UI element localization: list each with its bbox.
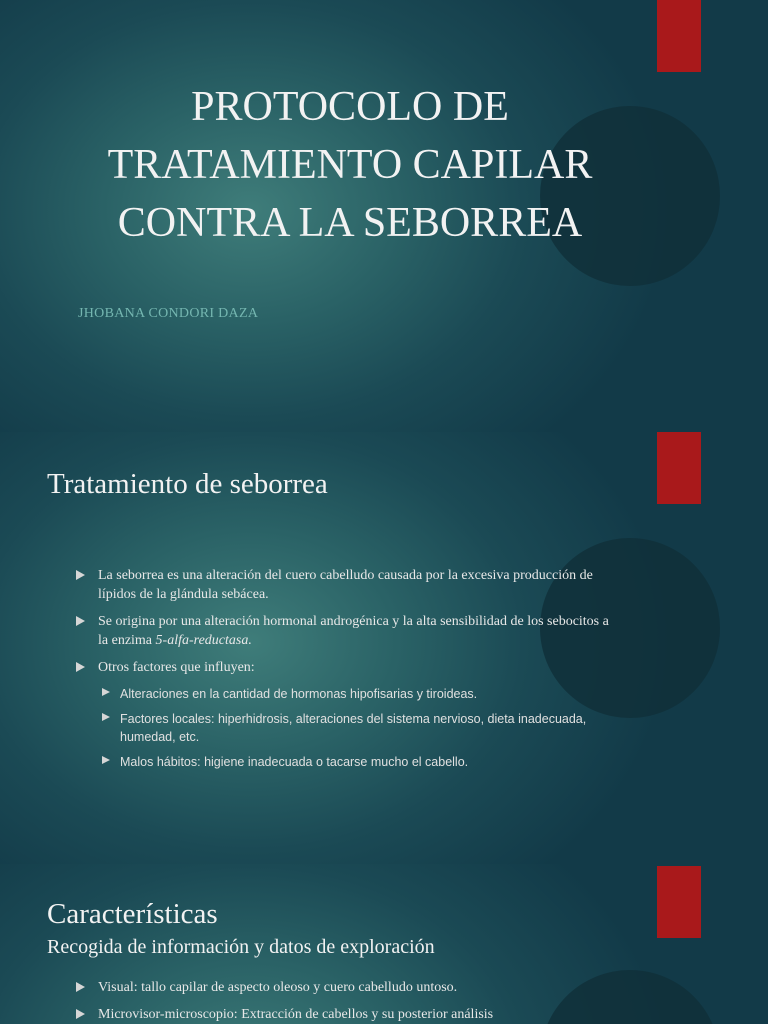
red-accent-bar	[657, 866, 701, 938]
bullet-arrow-icon	[76, 616, 85, 626]
slide-treatment	[0, 432, 768, 864]
slide-title	[0, 0, 768, 432]
sub-list-item: Alteraciones en la cantidad de hormonas hipofisarias y tiroideas.	[102, 685, 616, 703]
list-item: Microvisor-microscopio: Extracción de cabellos y su posterior análisis	[76, 1005, 636, 1024]
sub-list-item: Factores locales: hiperhidrosis, alteraciones del sistema nervioso, dieta inadecuada, humedad, etc.	[102, 710, 616, 746]
sub-list-item: Malos hábitos: higiene inadecuada o tacarse mucho el cabello.	[102, 753, 616, 771]
bullet-arrow-icon	[76, 1009, 85, 1019]
bullet-arrow-icon	[102, 756, 110, 764]
slide-heading: Tratamiento de seborrea	[47, 468, 328, 500]
list-item: La seborrea es una alteración del cuero cabelludo causada por la excesiva producción de lípidos de la glándula sebácea.	[76, 566, 616, 604]
bullet-list	[76, 566, 616, 778]
bullet-arrow-icon	[76, 662, 85, 672]
bullet-arrow-icon	[76, 570, 85, 580]
red-accent-bar	[657, 0, 701, 72]
presentation-title: PROTOCOLO DE TRATAMIENTO CAPILAR CONTRA LA SEBORREA	[107, 84, 593, 246]
bullet-list	[76, 978, 636, 1024]
bullet-arrow-icon	[102, 713, 110, 721]
list-item: Se origina por una alteración hormonal androgénica y la alta sensibilidad de los sebocitos a la enzima 5-alfa-reductasa.	[76, 612, 616, 650]
author-name: JHOBANA CONDORI DAZA	[78, 306, 259, 321]
slide-characteristics	[0, 864, 768, 1024]
slide-heading: Características	[47, 898, 218, 930]
list-item: Otros factores que influyen:	[76, 658, 616, 677]
red-accent-bar	[657, 432, 701, 504]
list-item: Visual: tallo capilar de aspecto oleoso y cuero cabelludo untoso.	[76, 978, 636, 997]
slide-subheading: Recogida de información y datos de exploración	[47, 936, 435, 958]
bullet-arrow-icon	[102, 688, 110, 696]
bullet-arrow-icon	[76, 982, 85, 992]
enzyme-name: 5-alfa-reductasa.	[155, 633, 252, 648]
